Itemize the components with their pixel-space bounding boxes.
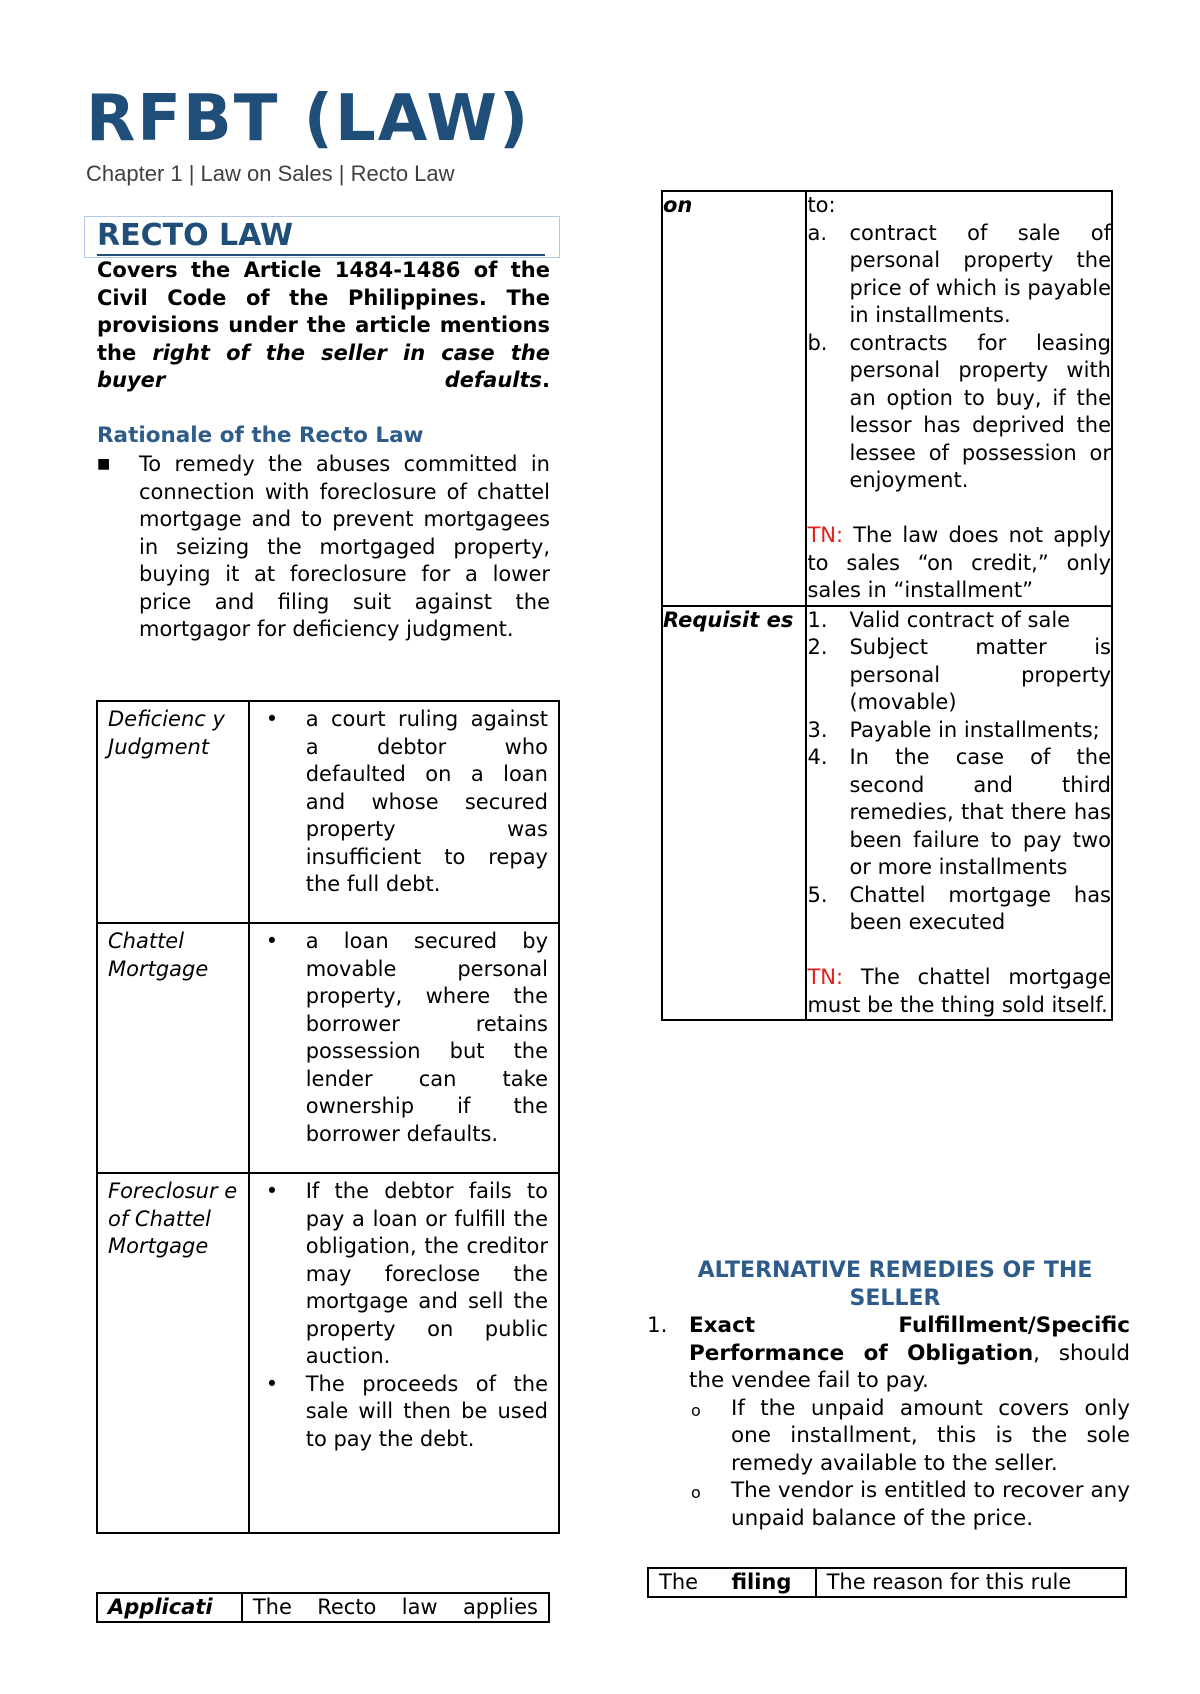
recto-law-heading: RECTO LAW (97, 218, 294, 253)
definition-bullet: • a loan secured by movable personal property, where the borrower retains possession but the lender can take ownership if the borrower defaults. (260, 928, 548, 1148)
list-text: Payable in installments; (849, 717, 1100, 742)
term-foreclosure: Foreclosur e of Chattel Mortgage (97, 1173, 249, 1533)
list-item (807, 330, 1111, 495)
intro-text: Covers the Article 1484-1486 of the Civil Code of the Philippines. The provisions under the article mentions the (97, 258, 550, 365)
alternative-remedies-list (647, 1312, 1130, 1532)
list-item (807, 634, 1111, 717)
list-item (807, 607, 1111, 635)
list-text: Chattel mortgage has been executed (849, 882, 1111, 934)
list-item (807, 717, 1111, 745)
term-application-continued: on (662, 191, 806, 606)
intro-end: . (542, 368, 550, 392)
alternative-remedies-heading: ALTERNATIVE REMEDIES OF THE SELLER (697, 1258, 1093, 1311)
application-text: The Recto law applies (242, 1593, 549, 1622)
remedy-bold: Exact Fulfillment/Specific Performance of Obligation (689, 1313, 1130, 1366)
teachers-note (807, 522, 1111, 605)
requisites-definition (806, 606, 1112, 1021)
table-row (97, 1593, 549, 1622)
intro-italic-text: right of the seller in case the buyer defaults (97, 340, 551, 392)
term-application: Applicati (97, 1593, 242, 1622)
tn-label: TN: (807, 523, 844, 547)
table-row (662, 191, 1112, 606)
square-bullet-icon: ■ (97, 456, 111, 472)
application-list (807, 220, 1111, 495)
list-marker: 4. (807, 745, 828, 769)
table-row (648, 1568, 1126, 1597)
recto-law-intro (97, 257, 550, 395)
term-chattel-mortgage: Chattel Mortgage (97, 923, 249, 1173)
application-definition (806, 191, 1112, 606)
list-text: contract of sale of personal property the price of which is payable in installments. (849, 220, 1111, 327)
list-item (807, 220, 1111, 330)
list-text: Valid contract of sale (849, 607, 1071, 632)
filing-prefix: The (659, 1570, 705, 1594)
tn-text: The chattel mortgage must be the thing sold itself. (807, 965, 1111, 1017)
tn-text: The law does not apply to sales “on credit,” only sales in “installment” (807, 523, 1111, 602)
sub-item-text: If the unpaid amount covers only one installment, this is the sole remedy available to the seller. (731, 1395, 1130, 1476)
term-requisites: Requisit es (662, 606, 806, 1021)
table-row (662, 606, 1112, 1021)
definition-cell (249, 1173, 559, 1533)
sub-item (689, 1477, 1130, 1532)
application-table (96, 1592, 550, 1623)
list-marker: 3. (807, 717, 828, 742)
list-marker: 1. (647, 1313, 668, 1338)
definition-bullet: • If the debtor fails to pay a loan or fulfill the obligation, the creditor may foreclose the mortgage and sell the property on public auction. (260, 1178, 548, 1371)
heading-underline (97, 254, 545, 256)
filing-table (647, 1567, 1127, 1598)
definition-bullet: • The proceeds of the sale will then be used to pay the debt. (260, 1371, 548, 1454)
table-row (97, 701, 559, 923)
table-row (97, 1173, 559, 1533)
rationale-list (97, 451, 550, 644)
remedy-rest: , should the vendee fail to pay. (689, 1340, 1130, 1393)
rationale-item: To remedy the abuses committed in connection with foreclosure of chattel mortgage and to prevent mortgagees in seizing the mortgaged property, buying it at foreclosure for a lower price and filing suit against the mortgagor for deficiency judgment. (139, 452, 550, 641)
list-marker: 2. (807, 635, 828, 659)
filing-bold: filing (731, 1570, 792, 1594)
list-marker: b. (807, 330, 828, 355)
term-deficiency-judgment: Deficienc y Judgment (97, 701, 249, 923)
list-item (807, 744, 1111, 882)
list-item (807, 882, 1111, 937)
application-intro: to: (807, 193, 836, 217)
remedy-title (689, 1312, 1130, 1395)
filing-cell (648, 1568, 816, 1597)
definition-bullet: • a court ruling against a debtor who defaulted on a loan and whose secured property was insufficient to repay the full debt. (260, 706, 548, 899)
table-row (97, 923, 559, 1173)
list-text: In the case of the second and third remedies, that there has been failure to pay two or more installments (849, 745, 1111, 879)
document-subtitle: Chapter 1 | Law on Sales | Recto Law (86, 161, 455, 186)
list-marker: a. (807, 220, 827, 245)
reason-cell: The reason for this rule (816, 1568, 1126, 1597)
list-text: Subject matter is personal property (movable) (849, 635, 1111, 714)
list-text: contracts for leasing personal property with an option to buy, if the lessor has deprived the lessee of possession or enjoyment. (849, 330, 1111, 492)
list-item (689, 1312, 1130, 1532)
list-marker: 1. (807, 607, 828, 632)
definition-cell (249, 701, 559, 923)
recto-application-table (661, 190, 1113, 1021)
rationale-heading: Rationale of the Recto Law (97, 423, 424, 448)
requisites-list (807, 607, 1111, 937)
sub-item-text: The vendor is entitled to recover any unpaid balance of the price. (731, 1478, 1130, 1531)
teachers-note (807, 964, 1111, 1019)
sub-item (689, 1395, 1130, 1478)
circle-bullet-icon: o (691, 1483, 701, 1502)
definitions-table (96, 700, 560, 1534)
tn-label: TN: (807, 965, 844, 989)
circle-bullet-icon: o (691, 1400, 701, 1420)
definition-cell (249, 923, 559, 1173)
document-title: RFBT (LAW) (86, 82, 531, 156)
list-marker: 5. (807, 882, 828, 907)
